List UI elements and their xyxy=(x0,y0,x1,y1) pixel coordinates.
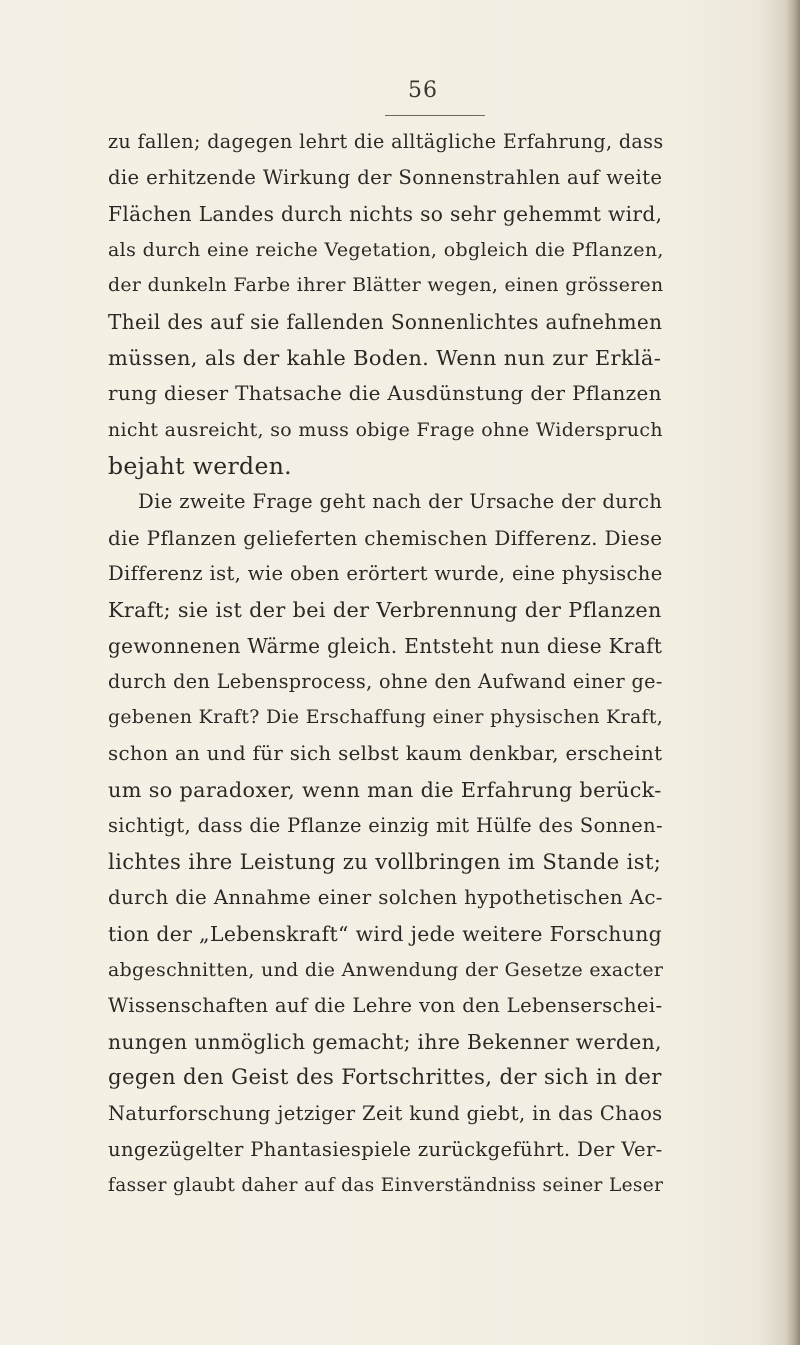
text-line: durch den Lebensprocess, ohne den Aufwand einer ge- xyxy=(108,670,663,693)
paragraph-start-line: Die zweite Frage geht nach der Ursache der durch xyxy=(138,490,663,513)
text-line: die Pflanzen gelieferten chemischen Differenz. Diese xyxy=(108,526,663,550)
text-line: Kraft; sie ist der bei der Verbrennung der Pflanzen xyxy=(108,598,662,622)
text-line: rung dieser Thatsache die Ausdünstung der Pflanzen xyxy=(108,382,662,405)
text-line: ungezügelter Phantasiespiele zurückgeführt. Der Ver- xyxy=(108,1138,663,1161)
text-line: um so paradoxer, wenn man die Erfahrung berück- xyxy=(108,778,662,802)
text-line: schon an und für sich selbst kaum denkbar, erscheint xyxy=(108,742,663,765)
text-line: durch die Annahme einer solchen hypothetischen Ac- xyxy=(108,886,663,909)
text-line: bejaht werden. xyxy=(108,452,293,480)
text-line: Naturforschung jetziger Zeit kund giebt, in das Chaos xyxy=(108,1102,663,1125)
text-line: gewonnenen Wärme gleich. Entsteht nun diese Kraft xyxy=(108,634,663,658)
text-line: der dunkeln Farbe ihrer Blätter wegen, einen grösseren xyxy=(108,275,664,296)
text-line: als durch eine reiche Vegetation, obgleich die Pflanzen, xyxy=(108,239,664,261)
text-line: gegen den Geist des Fortschrittes, der sich in der xyxy=(108,1065,662,1090)
text-line: Theil des auf sie fallenden Sonnenlichtes aufnehmen xyxy=(108,310,663,334)
page-number: 56 xyxy=(408,78,438,103)
text-line: gebenen Kraft? Die Erschaffung einer physischen Kraft, xyxy=(108,707,664,728)
text-line: Differenz ist, wie oben erörtert wurde, eine physische xyxy=(108,562,663,585)
text-line: nungen unmöglich gemacht; ihre Bekenner werden, xyxy=(108,1030,662,1054)
text-line: abgeschnitten, und die Anwendung der Gesetze exacter xyxy=(108,959,664,981)
text-line: lichtes ihre Leistung zu vollbringen im Stande ist; xyxy=(108,849,662,874)
text-line: die erhitzende Wirkung der Sonnenstrahlen auf weite xyxy=(108,166,663,189)
text-line: sichtigt, dass die Pflanze einzig mit Hülfe des Sonnen- xyxy=(108,814,663,837)
text-line: zu fallen; dagegen lehrt die alltägliche Erfahrung, dass xyxy=(108,130,664,153)
text-line: nicht ausreicht, so muss obige Frage ohne Widerspruch xyxy=(108,419,663,441)
text-line: müssen, als der kahle Boden. Wenn nun zur Erklä- xyxy=(108,346,662,370)
text-line: Flächen Landes durch nichts so sehr gehemmt wird, xyxy=(108,202,663,226)
text-line: fasser glaubt daher auf das Einverständniss seiner Leser xyxy=(108,1175,664,1196)
text-line: Wissenschaften auf die Lehre von den Lebenserschei- xyxy=(108,994,663,1017)
text-line: tion der „Lebenskraft“ wird jede weitere Forschung xyxy=(108,922,663,946)
